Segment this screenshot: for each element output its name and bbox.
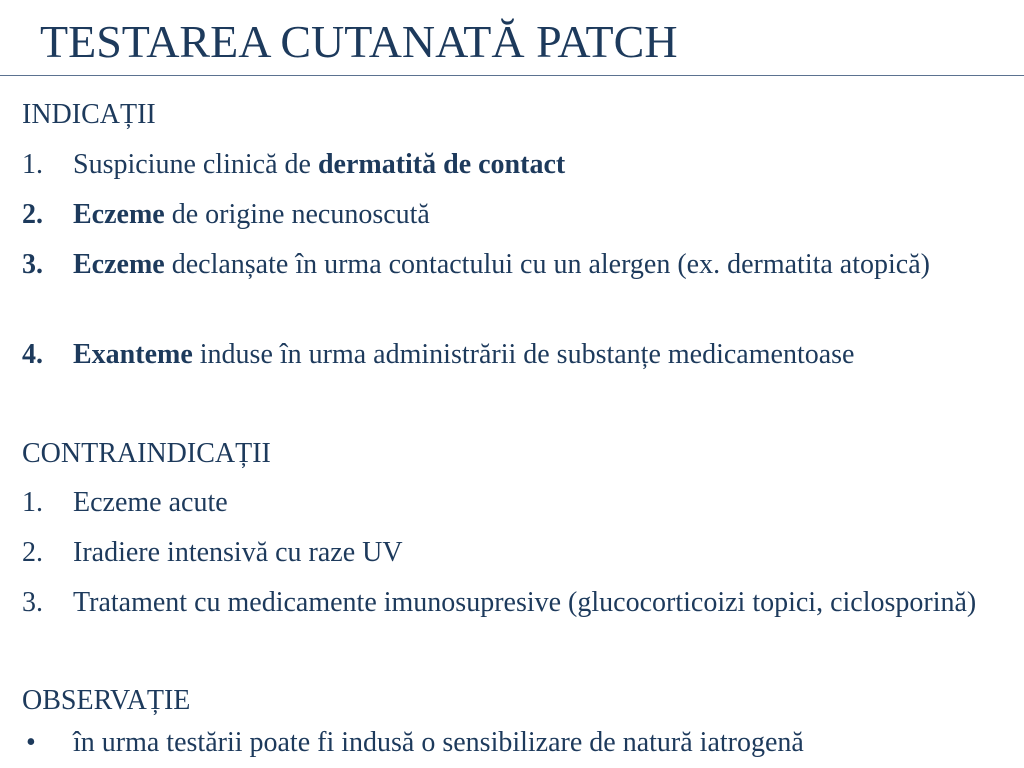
list-marker: 3.	[22, 587, 43, 618]
page-title: TESTAREA CUTANATĂ PATCH	[40, 16, 678, 67]
indications-heading: INDICAȚII	[22, 99, 156, 130]
list-marker: 3.	[22, 249, 43, 280]
indication-text: Suspiciune clinică de dermatită de contact	[73, 149, 566, 180]
list-marker: 2.	[22, 199, 43, 230]
indication-item-2	[22, 195, 994, 235]
contraindication-item-2	[22, 533, 994, 573]
indication-text: Eczeme de origine necunoscută	[73, 199, 430, 230]
contraindication-item-1	[22, 483, 994, 523]
indication-item-1	[22, 145, 994, 185]
title-divider	[0, 75, 1024, 76]
indication-item-3	[22, 245, 994, 285]
indication-text: Eczeme declanșate în urma contactului cu un alergen (ex. dermatita atopică)	[73, 249, 930, 280]
indication-text: Exanteme induse în urma administrării de substanțe medicamentoase	[73, 339, 855, 370]
list-marker: 1.	[22, 149, 43, 180]
contraindication-item-3	[22, 583, 994, 623]
indication-item-4	[22, 335, 994, 375]
observation-text: în urma testării poate fi indusă o sensibilizare de natură iatrogenă	[73, 727, 804, 758]
contraindication-text: Iradiere intensivă cu raze UV	[73, 537, 403, 568]
observation-item-1	[22, 723, 994, 763]
contraindication-text: Eczeme acute	[73, 487, 228, 518]
contraindications-heading: CONTRAINDICAȚII	[22, 438, 271, 469]
observation-heading: OBSERVAȚIE	[22, 685, 191, 716]
contraindication-text: Tratament cu medicamente imunosupresive (glucocorticoizi topici, ciclosporină)	[73, 587, 977, 618]
list-marker: 4.	[22, 339, 43, 370]
list-marker: 1.	[22, 487, 43, 518]
bullet-marker: •	[26, 727, 36, 758]
list-marker: 2.	[22, 537, 43, 568]
